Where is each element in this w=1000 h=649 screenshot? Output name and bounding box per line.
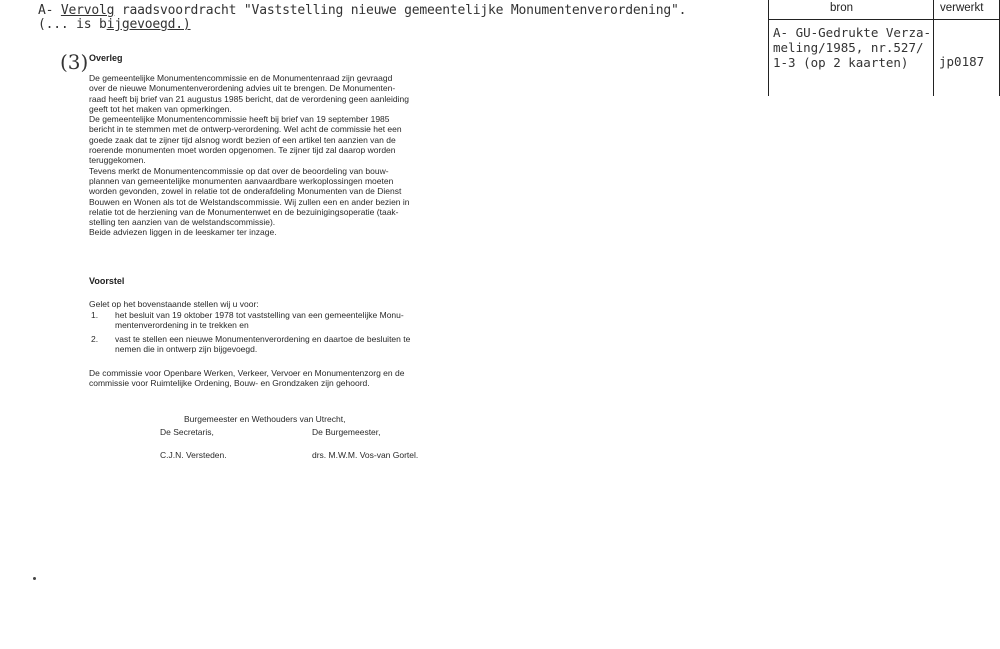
signature-body: Burgemeester en Wethouders van Utrecht, (184, 414, 346, 424)
list-item-number: 2. (91, 334, 99, 344)
paragraph-line: geeft tot het maken van opmerkingen. (89, 103, 232, 114)
bron-line: 1-3 (op 2 kaarten) (773, 55, 909, 70)
source-table (768, 0, 1000, 96)
bron-line: A- GU-Gedrukte Verza- (773, 25, 932, 40)
list-item-text (115, 310, 404, 331)
list-item (91, 334, 471, 356)
overleg-heading: Overleg (89, 53, 123, 63)
paragraph-line: raad heeft bij brief van 21 augustus 1985 bericht, dat de verordening geen aanleiding (89, 93, 409, 104)
burgemeester-name: drs. M.W.M. Vos-van Gortel. (312, 450, 419, 460)
document-subtitle (38, 17, 191, 32)
paragraph-line: commissie voor Ruimtelijke Ordening, Bouw- en Grondzaken zijn gehoord. (89, 378, 370, 389)
margin-note: (3) (60, 50, 89, 74)
burgemeester-title: De Burgemeester, (312, 427, 381, 437)
verwerkt-cell: jp0187 (939, 54, 985, 69)
paragraph-line: teruggekomen. (89, 155, 146, 166)
paragraph-line: Tevens merkt de Monumentencommissie op dat over de beoordeling van bouw- (89, 165, 389, 176)
title-prefix: A- (38, 3, 61, 18)
overleg-paragraph (89, 73, 410, 238)
closing-paragraph (89, 368, 404, 389)
subtitle-part-a: (... is b (38, 17, 107, 32)
secretaris-title: De Secretaris, (160, 427, 214, 437)
bron-cell (773, 25, 931, 70)
paragraph-line: worden gevonden, zowel in relatie tot de onderafdeling Monumenten van de Dienst (89, 186, 402, 197)
list-item-line: het besluit van 19 oktober 1978 tot vaststelling van een gemeentelijke Monu- (115, 310, 404, 320)
paragraph-line: stelling ten aanzien van de welstandscommissie). (89, 217, 276, 228)
table-header-divider (768, 19, 1000, 20)
bron-column-header: bron (830, 2, 854, 14)
paragraph-line: goede zaak dat te zijner tijd alsnog wordt bezien of een artikel ten aanzien van de (89, 134, 396, 145)
list-item-line: nemen die in ontwerp zijn bijgevoegd. (115, 344, 258, 355)
bron-line: meling/1985, nr.527/ (773, 40, 924, 55)
verwerkt-column-header: verwerkt (940, 2, 984, 14)
scan-speck (33, 577, 36, 580)
paragraph-line: over de nieuwe Monumentenverordening advies uit te brengen. De Monumenten- (89, 83, 396, 94)
subtitle-part-b: ijgevoegd.) (106, 17, 191, 32)
document-title (38, 3, 686, 18)
table-left-border (768, 0, 769, 96)
secretaris-name: C.J.N. Versteden. (160, 450, 227, 460)
paragraph-line: bericht in te stemmen met de ontwerp-verordening. Wel acht de commissie het een (89, 124, 402, 135)
title-vervolg: Vervolg (60, 3, 115, 18)
paragraph-line: De gemeentelijke Monumentencommissie en de Monumentenraad zijn gevraagd (89, 73, 393, 83)
voorstel-heading: Voorstel (89, 276, 125, 286)
paragraph-line: Bouwen en Wonen als tot de Welstandscommissie. Wij zullen een en ander bezien in (89, 196, 410, 207)
table-column-divider (933, 0, 934, 96)
list-item-line: vast te stellen een nieuwe Monumentenverordening en daartoe de besluiten te (115, 334, 411, 344)
paragraph-line: relatie tot de herziening van de Monumentenwet en de bezuinigingsoperatie (taak- (89, 206, 399, 217)
list-item (91, 310, 471, 332)
paragraph-line: plannen van gemeentelijke monumenten aanvaardbare werkoplossingen moeten (89, 175, 394, 186)
title-rest: raadsvoordracht "Vaststelling nieuwe gemeentelijke Monumentenverordening". (114, 3, 687, 18)
paragraph-line: roerende monumenten moet worden opgenomen. Te zijner tijd zal daarop worden (89, 145, 396, 156)
paragraph-line: Beide adviezen liggen in de leeskamer ter inzage. (89, 227, 277, 238)
voorstel-intro: Gelet op het bovenstaande stellen wij u voor: (89, 299, 259, 309)
paragraph-line: De commissie voor Openbare Werken, Verkeer, Vervoer en Monumentenzorg en de (89, 368, 405, 378)
list-item-line: mentenverordening in te trekken en (115, 320, 249, 331)
list-item-number: 1. (91, 310, 99, 320)
paragraph-line: De gemeentelijke Monumentencommissie heeft bij brief van 19 september 1985 (89, 114, 390, 125)
list-item-text (115, 334, 410, 355)
